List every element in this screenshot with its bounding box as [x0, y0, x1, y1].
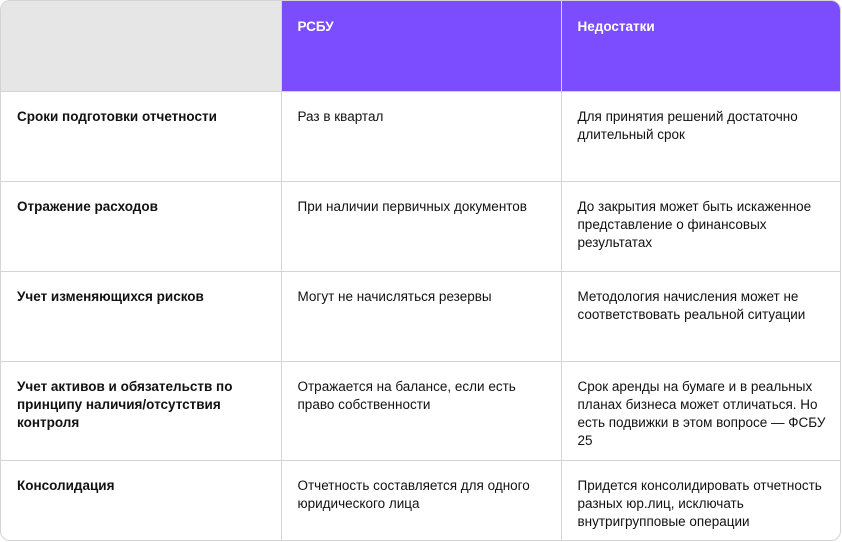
rsbu-cell: При наличии первичных документов [281, 181, 561, 271]
table-row [1, 181, 841, 271]
drawbacks-cell: Методология начисления может не соответствовать реальной ситуации [561, 271, 841, 361]
drawbacks-cell: Срок аренды на бумаге и в реальных планах бизнеса может отличаться. Но есть подвижки в этом вопросе — ФСБУ 25 [561, 361, 841, 460]
table-header-row [1, 1, 841, 91]
rsbu-cell: Раз в квартал [281, 91, 561, 181]
drawbacks-cell: Для принятия решений достаточно длительный срок [561, 91, 841, 181]
rsbu-cell: Отчетность составляется для одного юридического лица [281, 460, 561, 541]
drawbacks-cell: До закрытия может быть искаженное представление о финансовых результатах [561, 181, 841, 271]
row-label: Учет активов и обязательств по принципу наличия/отсутствия контроля [1, 361, 281, 460]
rsbu-cell: Отражается на балансе, если есть право собственности [281, 361, 561, 460]
table-row [1, 91, 841, 181]
row-label: Отражение расходов [1, 181, 281, 271]
row-label: Консолидация [1, 460, 281, 541]
comparison-table [1, 1, 841, 541]
table-row [1, 361, 841, 460]
header-empty-cell [1, 1, 281, 91]
row-label: Учет изменяющихся рисков [1, 271, 281, 361]
header-rsbu: РСБУ [281, 1, 561, 91]
drawbacks-cell: Придется консолидировать отчетность разных юр.лиц, исключать внутригрупповые операции [561, 460, 841, 541]
rsbu-cell: Могут не начисляться резервы [281, 271, 561, 361]
table-row [1, 271, 841, 361]
row-label: Сроки подготовки отчетности [1, 91, 281, 181]
header-drawbacks: Недостатки [561, 1, 841, 91]
table-row [1, 460, 841, 541]
